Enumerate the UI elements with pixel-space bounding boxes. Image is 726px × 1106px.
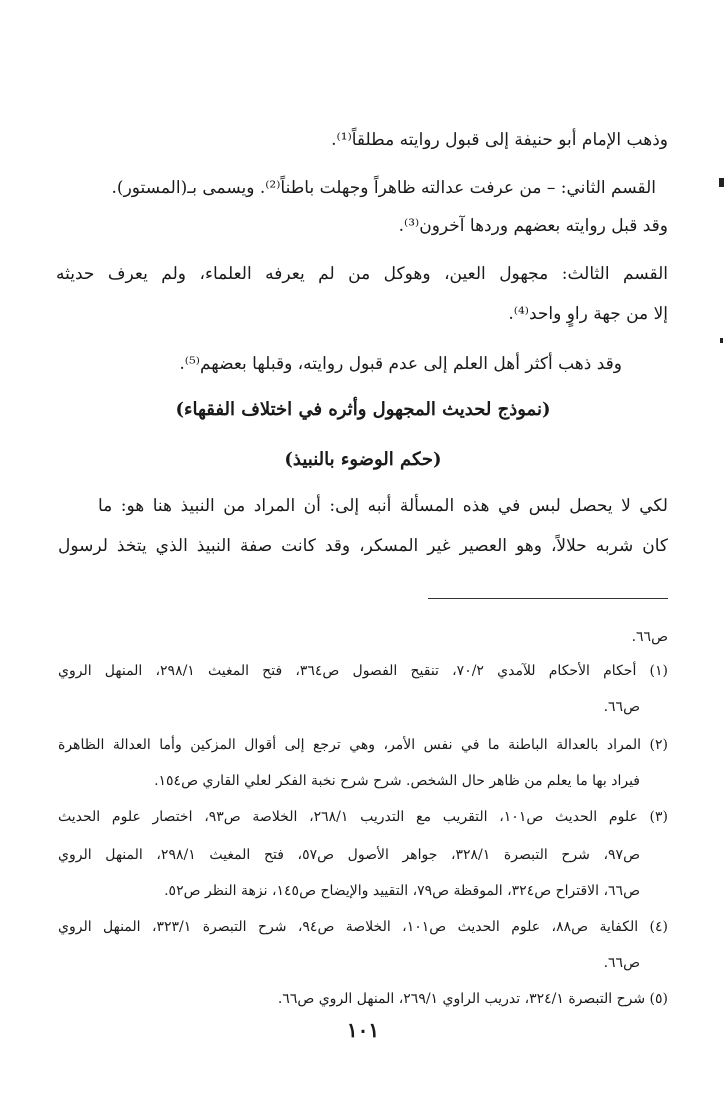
footnote-line-3: ص٦٦. (603, 699, 640, 715)
footnote-line-6: (٣) علوم الحديث ص١٠١، التقريب مع التدريب ٢٦٨/١، الخلاصة ص٩٣، اختصار علوم الحديث (58, 809, 668, 825)
body-line-1: وذهب الإمام أبو حنيفة إلى قبول روايته مطلقاً⁽¹⁾. (331, 130, 668, 150)
page-number: ١٠١ (346, 1018, 380, 1042)
footnote-divider (428, 598, 668, 599)
body-line-6: وقد ذهب أكثر أهل العلم إلى عدم قبول روايته، وقبلها بعضهم⁽⁵⁾. (179, 354, 622, 374)
scan-mark (720, 338, 723, 343)
footnote-line-2: (١) أحكام الأحكام للآمدي ٧٠/٢، تنقيح الفصول ص٣٦٤، فتح المغيث ٢٩٨/١، المنهل الروي (58, 663, 668, 679)
body-line-2: القسم الثاني: – من عرفت عدالته ظاهراً وجهلت باطناً⁽²⁾. ويسمى بـ(المستور). (111, 178, 656, 198)
footnote-line-1: ص٦٦. (631, 629, 668, 645)
footnote-line-7: ص٩٧، شرح التبصرة ٣٢٨/١، جواهر الأصول ص٥٧، فتح المغيث ٢٩٨/١، المنهل الروي (58, 847, 640, 863)
footnote-line-5: فيراد بها ما يعلم من ظاهر حال الشخص. شرح شرح نخبة الفكر لعلي القاري ص١٥٤. (154, 773, 640, 789)
body-line-5: إلا من جهة راوٍ واحد⁽⁴⁾. (508, 304, 668, 324)
footnote-line-10: ص٦٦. (603, 955, 640, 971)
footnote-line-11: (٥) شرح التبصرة ٣٢٤/١، تدريب الراوي ٢٦٩/١، المنهل الروي ص٦٦. (277, 991, 668, 1007)
subsection-heading: (حكم الوضوء بالنبيذ) (284, 449, 442, 470)
scan-mark (719, 178, 724, 187)
body-line-8: كان شربه حلالاً، وهو العصير غير المسكر، وقد كانت صفة النبيذ الذي يتخذ لرسول (58, 536, 668, 556)
footnote-line-4: (٢) المراد بالعدالة الباطنة ما في نفس الأمر، وهي ترجع إلى أقوال المزكين وأما العدالة الظاهرة (58, 737, 668, 753)
footnote-line-8: ص٦٦، الاقتراح ص٣٢٤، الموقظة ص٧٩، التقييد والإيضاح ص١٤٥، نزهة النظر ص٥٢. (164, 883, 640, 899)
body-line-3: وقد قبل روايته بعضهم وردها آخرون⁽³⁾. (398, 216, 668, 236)
section-heading: (نموذج لحديث المجهول وأثره في اختلاف الفقهاء) (175, 399, 551, 420)
body-line-7: لكي لا يحصل لبس في هذه المسألة أنبه إلى: أن المراد من النبيذ هنا هو: ما (98, 496, 668, 516)
footnote-line-9: (٤) الكفاية ص٨٨، علوم الحديث ص١٠١، الخلاصة ص٩٤، شرح التبصرة ٣٢٣/١، المنهل الروي (58, 919, 669, 935)
body-line-4: القسم الثالث: مجهول العين، وهوكل من لم يعرفه العلماء، ولم يعرف حديثه (56, 264, 668, 284)
